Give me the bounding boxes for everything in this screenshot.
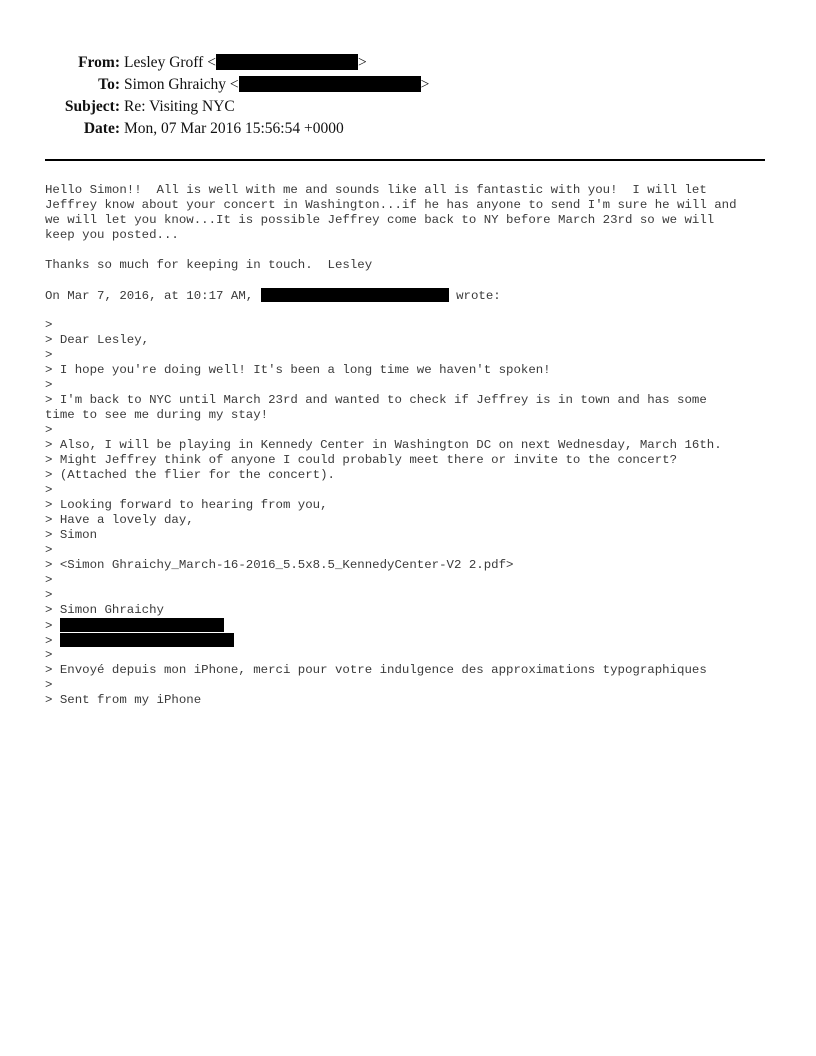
quoted-line: >	[45, 678, 53, 692]
quoted-line: > Envoyé depuis mon iPhone, merci pour votre indulgence des approximations typographiques	[45, 663, 707, 677]
quoted-line: > Looking forward to hearing from you,	[45, 498, 328, 512]
quoted-line: > Simon	[45, 528, 98, 542]
quote-mark: >	[45, 619, 53, 633]
from-label: From:	[78, 54, 120, 71]
quoted-line: > I hope you're doing well! It's been a long time we haven't spoken!	[45, 363, 551, 377]
date-label: Date:	[83, 120, 120, 137]
to-label: To:	[98, 76, 120, 93]
quote-mark: >	[45, 634, 53, 648]
redaction-bar	[239, 76, 421, 92]
quoted-line: > I'm back to NYC until March 23rd and wanted to check if Jeffrey is in town and has some	[45, 393, 707, 407]
quoted-line: time to see me during my stay!	[45, 408, 269, 422]
subject-value: Re: Visiting NYC	[124, 98, 235, 115]
to-name: Simon Ghraichy <	[124, 76, 239, 93]
quoted-line: > Have a lovely day,	[45, 513, 194, 527]
subject-label: Subject:	[64, 98, 120, 115]
redacted-line	[45, 633, 785, 648]
to-close: >	[420, 76, 430, 93]
quoted-line: >	[45, 318, 53, 332]
quoted-line: >	[45, 573, 53, 587]
attachment-line: > <Simon Ghraichy_March-16-2016_5.5x8.5_KennedyCenter-V2 2.pdf>	[45, 558, 514, 572]
wrote-line	[45, 288, 785, 303]
body-line: Thanks so much for keeping in touch. Lesley	[45, 258, 373, 272]
quoted-line: > Sent from my iPhone	[45, 693, 202, 707]
email-body	[45, 183, 785, 708]
quoted-line: >	[45, 588, 53, 602]
quoted-line: >	[45, 423, 53, 437]
header-divider	[45, 159, 765, 161]
body-line: Jeffrey know about your concert in Washington...if he has anyone to send I'm sure he will and	[45, 198, 737, 212]
redaction-bar	[60, 618, 224, 632]
date-value: Mon, 07 Mar 2016 15:56:54 +0000	[124, 120, 344, 137]
to-value	[124, 74, 429, 96]
wrote-suffix: wrote:	[448, 289, 501, 303]
blank-line	[45, 243, 785, 258]
redaction-bar	[216, 54, 358, 70]
redaction-bar	[60, 633, 234, 647]
quoted-line: > Simon Ghraichy	[45, 603, 164, 617]
redaction-bar	[261, 288, 449, 302]
blank-line	[45, 273, 785, 288]
quoted-line: >	[45, 483, 53, 497]
body-line: keep you posted...	[45, 228, 179, 242]
quoted-line: > Also, I will be playing in Kennedy Center in Washington DC on next Wednesday, March 16th.	[45, 438, 722, 452]
quoted-line: >	[45, 648, 53, 662]
blank-line	[45, 303, 785, 318]
redacted-line	[45, 618, 785, 633]
quoted-line: > Dear Lesley,	[45, 333, 150, 347]
quoted-line: > (Attached the flier for the concert).	[45, 468, 335, 482]
quoted-line: >	[45, 543, 53, 557]
quoted-line: > Might Jeffrey think of anyone I could probably meet there or invite to the concert?	[45, 453, 678, 467]
from-close: >	[357, 54, 367, 71]
wrote-prefix: On Mar 7, 2016, at 10:17 AM,	[45, 289, 261, 303]
from-value	[124, 52, 367, 74]
quoted-line: >	[45, 378, 53, 392]
quoted-line: >	[45, 348, 53, 362]
body-line: Hello Simon!! All is well with me and sounds like all is fantastic with you! I will let	[45, 183, 707, 197]
from-name: Lesley Groff <	[124, 54, 216, 71]
body-line: we will let you know...It is possible Jeffrey come back to NY before March 23rd so we will	[45, 213, 715, 227]
